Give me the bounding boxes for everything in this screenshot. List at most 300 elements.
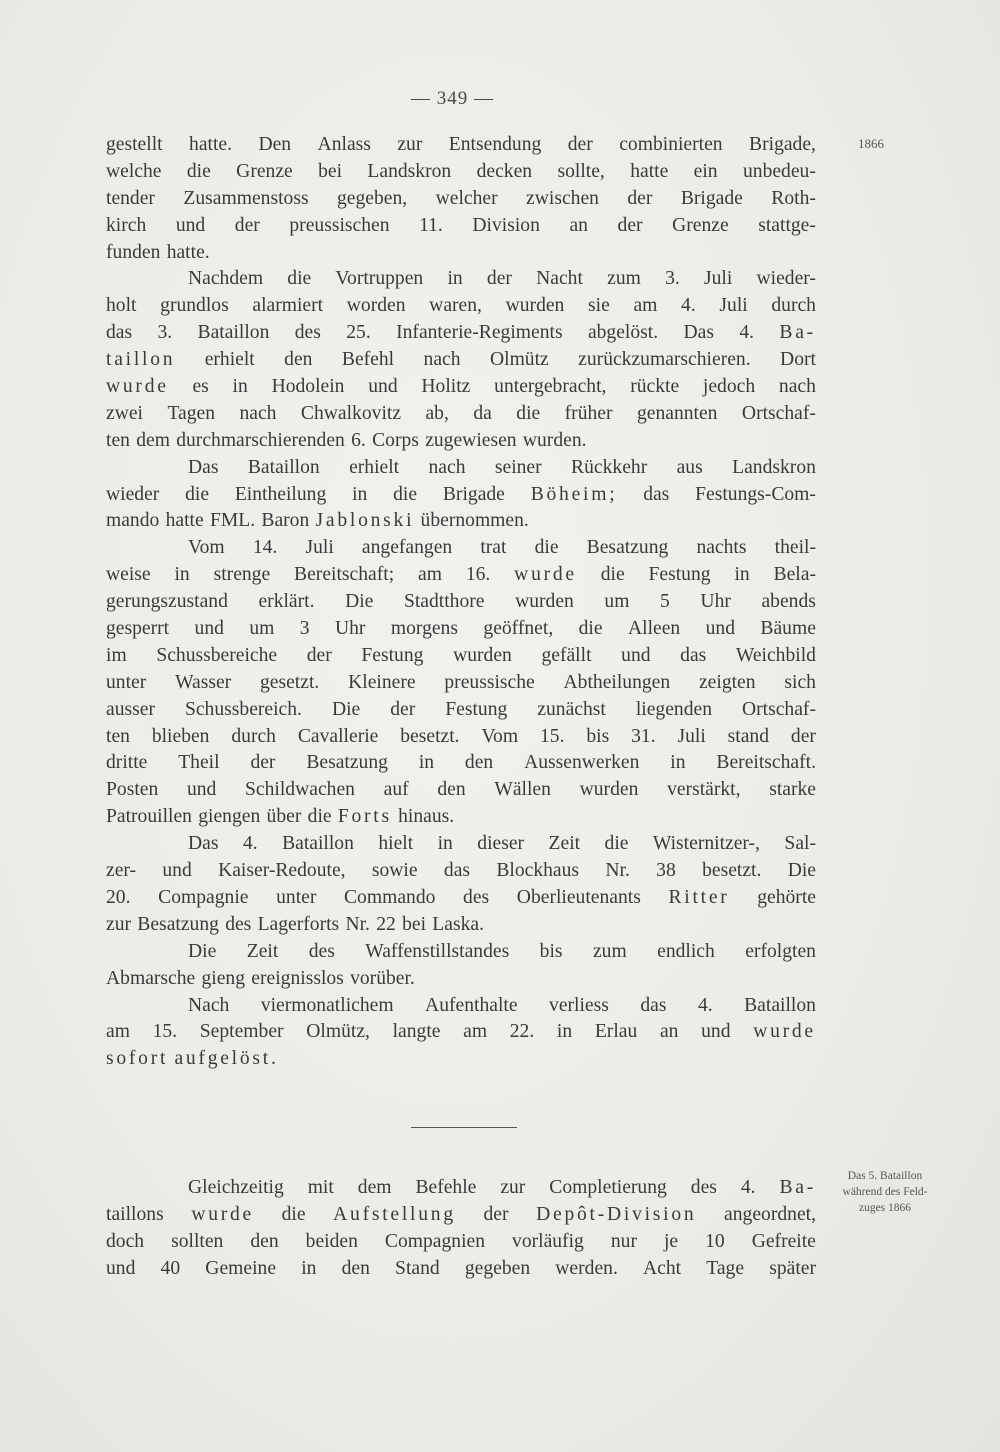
- word: den: [437, 779, 466, 801]
- word: Bataillon: [282, 833, 354, 855]
- word: Besatzung: [137, 913, 219, 935]
- text-line: [106, 939, 816, 966]
- word: doch: [106, 1230, 145, 1252]
- word: Lagerforts: [257, 913, 340, 935]
- text-line: [106, 266, 816, 293]
- word: wieder-: [756, 268, 816, 290]
- word: waren,: [429, 295, 482, 317]
- word: September: [199, 1021, 284, 1043]
- word: FML.: [209, 510, 256, 532]
- word: hatte: [630, 160, 669, 182]
- word: Grenze: [672, 214, 729, 236]
- word: Division: [472, 214, 540, 236]
- word: Baron: [261, 510, 310, 532]
- word: Holitz: [421, 376, 471, 398]
- word: Cavallerie: [297, 725, 379, 747]
- word: Grenze: [236, 160, 293, 182]
- word: gesetzt.: [259, 671, 320, 693]
- second-text-block: [106, 1175, 816, 1283]
- word: taillon: [106, 349, 176, 371]
- word: 4.: [740, 1177, 756, 1198]
- word: aus: [676, 456, 703, 478]
- word: die: [600, 564, 625, 586]
- word: der: [627, 187, 653, 209]
- word: gerungszustand: [106, 591, 228, 613]
- word: strenge: [213, 564, 271, 586]
- word: des: [308, 940, 335, 962]
- word: der: [567, 134, 593, 155]
- word: nur: [610, 1230, 637, 1252]
- word: des: [294, 322, 321, 344]
- word: der: [486, 268, 512, 290]
- main-text-block: [106, 132, 816, 1073]
- word: Schildwachen: [245, 779, 355, 801]
- word: Böheim;: [530, 483, 618, 505]
- text-line: [106, 320, 816, 347]
- word: Die: [331, 698, 361, 720]
- word: der: [790, 725, 816, 747]
- word: Kaiser-Redoute,: [218, 860, 346, 882]
- word: Rückkehr: [571, 456, 648, 478]
- word: bis: [539, 940, 563, 962]
- word: Vom: [188, 537, 225, 559]
- word: Festung: [361, 644, 424, 666]
- word: der: [617, 214, 643, 236]
- word: 4.: [681, 295, 696, 317]
- word: gegeben,: [337, 187, 408, 209]
- text-line: [106, 1019, 816, 1046]
- text-line: [106, 1256, 816, 1283]
- word: Befehle: [415, 1177, 477, 1198]
- word: Ritter: [668, 886, 730, 908]
- word: Anlass: [317, 134, 371, 155]
- word: Dort: [780, 349, 816, 371]
- word: das: [106, 322, 133, 344]
- word: den: [250, 1230, 279, 1252]
- word: Das: [188, 833, 219, 855]
- text-line: [106, 912, 816, 939]
- word: 38: [656, 860, 676, 882]
- text-line: [106, 1046, 816, 1073]
- text-line: [106, 508, 816, 535]
- word: Olmütz: [489, 349, 549, 371]
- word: Abtheilungen: [563, 671, 671, 693]
- word: ten: [106, 429, 130, 451]
- text-line: [106, 347, 816, 374]
- word: hatte: [165, 510, 204, 532]
- word: Entsendung: [448, 134, 542, 155]
- word: Ba-: [779, 1177, 816, 1198]
- word: Uhr: [700, 591, 731, 613]
- word: hatte.: [189, 134, 233, 155]
- text-line: [106, 831, 816, 858]
- word: das: [680, 644, 707, 666]
- word: untergebracht,: [494, 376, 607, 398]
- word: Bela-: [773, 564, 816, 586]
- word: erfolgten: [745, 940, 816, 962]
- text-line: [106, 213, 816, 240]
- word: Eintheilung: [234, 483, 327, 505]
- word: über: [266, 806, 302, 828]
- word: Den: [258, 134, 292, 155]
- word: die: [578, 618, 603, 640]
- word: Gefreite: [751, 1230, 816, 1252]
- word: in: [174, 564, 190, 586]
- word: 11.: [419, 214, 443, 236]
- word: in: [556, 1021, 573, 1043]
- word: Vortruppen: [335, 268, 424, 290]
- word: wurde: [514, 564, 577, 586]
- word: unter: [276, 886, 317, 908]
- word: preussischen: [289, 214, 390, 236]
- word: der: [483, 1203, 509, 1225]
- word: 16.: [465, 564, 491, 586]
- word: am: [418, 564, 442, 586]
- word: gegeben: [464, 1257, 531, 1279]
- word: Nacht: [536, 268, 583, 290]
- word: combinierten: [619, 134, 723, 155]
- word: am: [633, 295, 658, 317]
- text-line: [106, 1175, 816, 1202]
- word: Completierung: [549, 1177, 667, 1198]
- word: aufgelöst.: [174, 1048, 279, 1070]
- word: 15.: [152, 1021, 178, 1043]
- word: angeordnet,: [724, 1203, 816, 1225]
- word: Das: [683, 322, 714, 344]
- word: genannten: [636, 402, 718, 424]
- word: 20.: [106, 886, 131, 908]
- word: erklärt.: [258, 591, 315, 613]
- word: abgelöst.: [587, 322, 659, 344]
- word: zunächst: [537, 698, 606, 720]
- word: langte: [392, 1021, 441, 1043]
- word: sollte,: [557, 160, 605, 182]
- word: Besatzung: [306, 752, 388, 774]
- word: besetzt.: [702, 860, 762, 882]
- word: den: [464, 752, 494, 774]
- word: Sal-: [784, 833, 816, 855]
- word: zwei: [106, 402, 143, 424]
- page-number: — 349 —: [411, 88, 494, 109]
- word: wieder: [106, 483, 160, 505]
- word: auf: [383, 779, 409, 801]
- word: in: [670, 752, 686, 774]
- word: Abmarsche: [106, 967, 196, 989]
- word: zwischen: [526, 187, 599, 209]
- word: Jablonski: [315, 510, 415, 532]
- word: wurden: [579, 779, 639, 801]
- word: im: [106, 644, 127, 666]
- word: Wällen: [494, 779, 551, 801]
- word: Ortschaf-: [741, 698, 816, 720]
- word: des: [690, 1177, 717, 1198]
- word: in: [437, 833, 453, 855]
- text-line: [106, 670, 816, 697]
- text-line: [106, 777, 816, 804]
- word: um: [604, 591, 630, 613]
- word: vorüber.: [350, 967, 415, 989]
- word: trat: [480, 537, 507, 559]
- text-line: [106, 401, 816, 428]
- word: Bataillon: [247, 456, 320, 478]
- word: taillons: [106, 1203, 164, 1225]
- word: bis: [586, 725, 610, 747]
- word: ab,: [425, 402, 449, 424]
- word: 10: [705, 1230, 725, 1252]
- word: dem: [136, 429, 170, 451]
- word: Schussbereiche: [156, 644, 278, 666]
- word: da: [473, 402, 492, 424]
- word: zeigten: [698, 671, 756, 693]
- word: blieben: [151, 725, 210, 747]
- word: Stadtthore: [403, 591, 485, 613]
- word: gehörte: [757, 886, 816, 908]
- word: starke: [769, 779, 816, 801]
- word: Hodolein: [271, 376, 345, 398]
- word: zugewiesen: [425, 429, 517, 451]
- word: 31.: [631, 725, 656, 747]
- word: und: [368, 376, 398, 398]
- word: decken: [476, 160, 533, 182]
- word: wurde: [106, 376, 169, 398]
- word: nach: [239, 402, 277, 424]
- word: 15.: [539, 725, 565, 747]
- word: morgens: [390, 618, 458, 640]
- word: sie: [588, 295, 610, 317]
- word: tender: [106, 187, 155, 209]
- text-line: [106, 804, 816, 831]
- word: gefällt: [541, 644, 592, 666]
- word: erhielt: [204, 349, 255, 371]
- word: 3.: [665, 268, 680, 290]
- word: sowie: [371, 860, 418, 882]
- word: bei: [318, 160, 343, 182]
- word: und: [701, 1021, 731, 1043]
- word: und: [175, 214, 206, 236]
- word: ten: [106, 725, 130, 747]
- word: Waffenstillstandes: [365, 940, 510, 962]
- word: des: [463, 886, 490, 908]
- word: Nach: [188, 994, 230, 1016]
- word: theil-: [774, 537, 816, 559]
- word: Das: [188, 456, 219, 478]
- word: Landskron: [732, 456, 816, 478]
- word: verliess: [549, 994, 609, 1016]
- word: nach: [423, 349, 461, 371]
- word: holt: [106, 295, 137, 317]
- word: in: [734, 564, 750, 586]
- word: Festungs-Com-: [695, 483, 816, 505]
- word: nach: [428, 456, 466, 478]
- word: zur: [397, 134, 423, 155]
- word: Die: [188, 940, 217, 962]
- word: endlich: [657, 940, 715, 962]
- word: Theil: [178, 752, 220, 774]
- word: 14.: [252, 537, 278, 559]
- word: gieng: [201, 967, 246, 989]
- word: in: [232, 376, 248, 398]
- text-line: [106, 374, 816, 401]
- word: nach: [778, 376, 816, 398]
- word: Corps: [372, 429, 419, 451]
- word: wurden: [453, 644, 512, 666]
- text-line: [106, 186, 816, 213]
- text-line: [106, 724, 816, 751]
- word: am: [463, 1021, 488, 1043]
- word: Gemeine: [205, 1257, 277, 1279]
- word: Zusammenstoss: [183, 187, 309, 209]
- word: Juli: [719, 295, 748, 317]
- text-line: [106, 858, 816, 885]
- word: wurden: [505, 295, 565, 317]
- text-line: [106, 750, 816, 777]
- word: durch: [231, 725, 276, 747]
- word: der: [234, 214, 260, 236]
- word: Patrouillen: [106, 806, 192, 828]
- word: in: [301, 1257, 317, 1279]
- margin-note-line: zuges 1866: [858, 1202, 912, 1214]
- word: jedoch: [702, 376, 756, 398]
- word: gesperrt: [106, 618, 170, 640]
- word: die: [185, 483, 210, 505]
- word: ereignisslos: [251, 967, 344, 989]
- text-line: [106, 885, 816, 912]
- word: die: [307, 806, 332, 828]
- word: Bereitschaft;: [294, 564, 395, 586]
- word: Weichbild: [735, 644, 816, 666]
- text-line: [106, 616, 816, 643]
- word: 3.: [157, 322, 173, 344]
- word: Juli: [703, 268, 733, 290]
- word: alarmiert: [252, 295, 324, 317]
- word: wurden.: [522, 429, 587, 451]
- text-line: [106, 159, 816, 186]
- word: hielt: [378, 833, 414, 855]
- word: gestellt: [106, 134, 163, 155]
- word: viermonatlichem: [260, 994, 394, 1016]
- word: stattge-: [758, 214, 816, 236]
- text-line: [106, 589, 816, 616]
- word: übernommen.: [420, 510, 529, 532]
- word: funden: [106, 241, 161, 263]
- word: Laska.: [432, 913, 484, 935]
- word: zurückzumarschieren.: [578, 349, 751, 371]
- word: und: [194, 618, 224, 640]
- word: zur: [106, 913, 132, 935]
- word: zum: [607, 268, 641, 290]
- margin-note-section: [820, 1168, 950, 1216]
- word: 22.: [509, 1021, 535, 1043]
- word: 6.: [351, 429, 366, 451]
- word: geöffnet,: [483, 618, 554, 640]
- word: Brigade: [442, 483, 505, 505]
- word: Befehl: [341, 349, 395, 371]
- word: das: [443, 860, 471, 882]
- word: giengen: [198, 806, 261, 828]
- word: 5: [660, 591, 670, 613]
- text-line: [106, 1202, 816, 1229]
- word: nachts: [696, 537, 747, 559]
- word: Oberlieutenants: [516, 886, 641, 908]
- word: früher: [564, 402, 613, 424]
- word: kirch: [106, 214, 147, 236]
- word: und: [106, 1257, 136, 1279]
- word: Schussbereich.: [184, 698, 302, 720]
- word: Die: [345, 591, 374, 613]
- word: Chwalkovitz: [300, 402, 402, 424]
- text-line: [106, 993, 816, 1020]
- word: und: [621, 644, 651, 666]
- word: erhielt: [349, 456, 400, 478]
- word: und: [186, 779, 217, 801]
- word: Wisternitzer-,: [652, 833, 760, 855]
- section-divider: [411, 1127, 517, 1128]
- word: welcher: [435, 187, 498, 209]
- margin-note-year: 1866: [858, 136, 884, 151]
- word: 40: [160, 1257, 181, 1279]
- word: den: [284, 349, 313, 371]
- word: Nr.: [605, 860, 630, 882]
- word: Olmütz,: [306, 1021, 370, 1043]
- word: Landskron: [367, 160, 452, 182]
- word: grundlos: [160, 295, 229, 317]
- word: worden: [346, 295, 406, 317]
- word: vorläufig: [512, 1230, 584, 1252]
- margin-note-line: während des Feld-: [842, 1186, 928, 1198]
- text-line: [106, 482, 816, 509]
- word: Posten: [106, 779, 159, 801]
- word: durch: [771, 295, 816, 317]
- word: Festung: [648, 564, 711, 586]
- word: wurde: [753, 1021, 816, 1043]
- word: Ba-: [779, 322, 816, 344]
- word: der: [306, 644, 332, 666]
- word: zum: [592, 940, 627, 962]
- word: liegenden: [635, 698, 712, 720]
- word: Zeit: [246, 940, 279, 962]
- word: wurde: [191, 1203, 254, 1225]
- word: je: [663, 1230, 679, 1252]
- word: welche: [106, 160, 162, 182]
- word: des: [225, 913, 252, 935]
- word: Uhr: [334, 618, 366, 640]
- word: Infanterie-Regiments: [396, 322, 563, 344]
- word: an: [659, 1021, 679, 1043]
- word: unbedeu-: [742, 160, 816, 182]
- word: zer-: [106, 860, 137, 882]
- word: die: [287, 268, 312, 290]
- word: das: [643, 483, 670, 505]
- word: sollten: [171, 1230, 224, 1252]
- word: Bataillon: [744, 994, 816, 1016]
- word: 3: [299, 618, 310, 640]
- word: werden.: [555, 1257, 618, 1279]
- word: unter: [106, 671, 147, 693]
- word: in: [418, 752, 435, 774]
- word: und: [162, 860, 192, 882]
- word: Vom: [481, 725, 519, 747]
- word: die: [516, 402, 541, 424]
- word: Die: [787, 860, 816, 882]
- word: Besatzung: [586, 537, 669, 559]
- word: Acht: [643, 1257, 682, 1279]
- word: ein: [693, 160, 718, 182]
- word: Festung: [445, 698, 508, 720]
- word: die: [534, 537, 559, 559]
- word: weise: [106, 564, 151, 586]
- text-line: [106, 697, 816, 724]
- word: Compagnien: [384, 1230, 486, 1252]
